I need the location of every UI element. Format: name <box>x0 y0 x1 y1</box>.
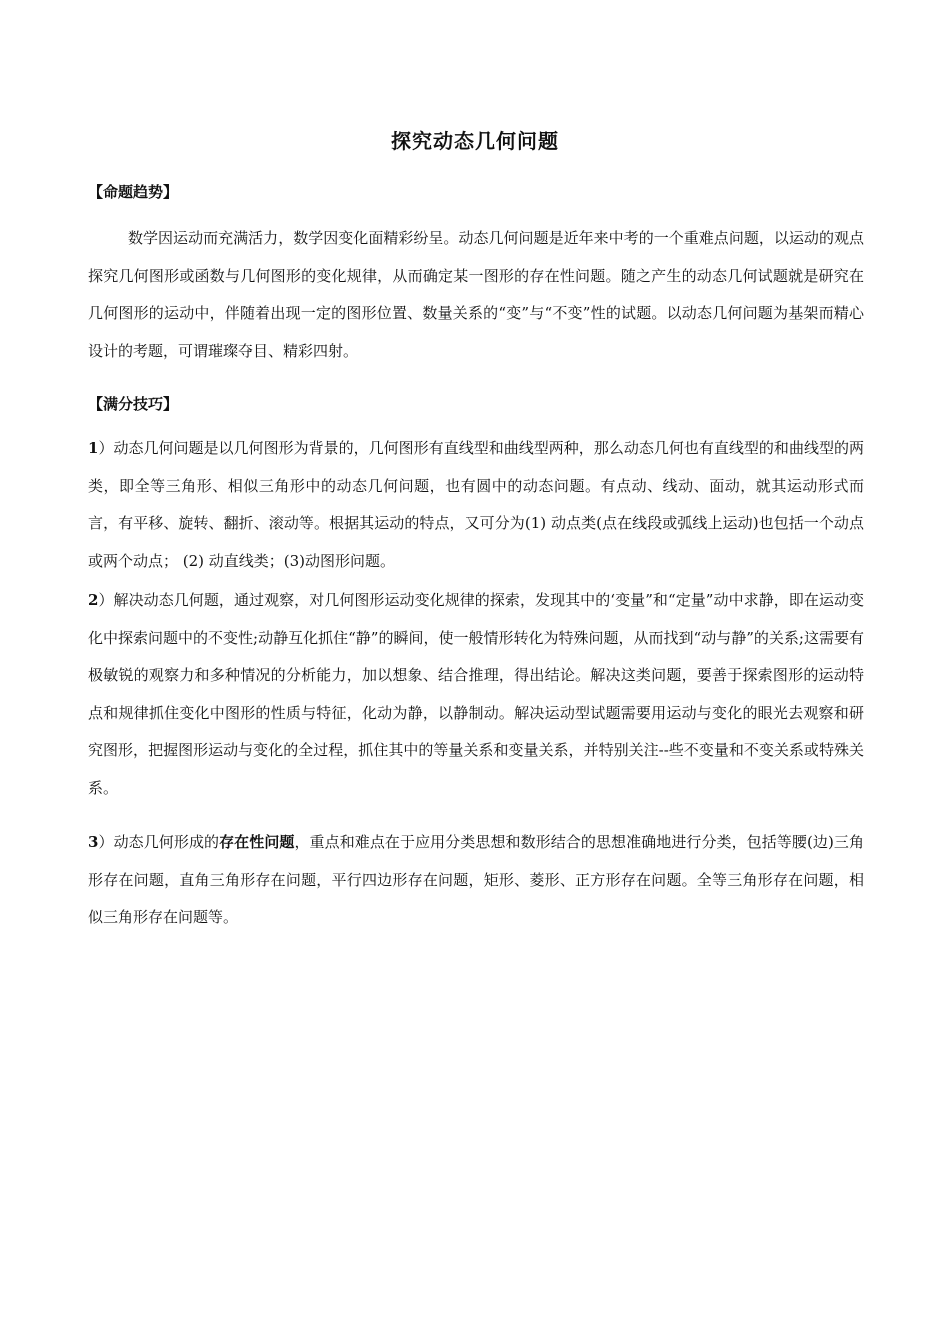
tip-item-3 <box>88 824 864 937</box>
tip-text-3: ，重点和难点在于应用分类思想和数形结合的思想准确地进行分类，包括等腰(边)三角形存在问题，直角三角形存在问题，平行四边形存在问题，矩形、菱形、正方形存在问题。全等三角形存在问题，相似三角形存在问题等。 <box>88 833 864 926</box>
trend-paragraph: 数学因运动而充满活力，数学因变化面精彩纷呈。动态几何问题是近年来中考的一个重难点问题，以运动的观点探究几何图形或函数与几何图形的变化规律，从而确定某一图形的存在性问题。随之产生的动态几何试题就是研究在几何图形的运动中，伴随着出现一定的图形位置、数量关系的“变”与“不变”性的试题。以动态几何问题为基架而精心设计的考题，可谓璀璨夺目、精彩四射。 <box>88 229 864 360</box>
tip-prefix-3: ）动态几何形成的 <box>98 833 220 851</box>
tip-number-3: 3 <box>88 833 99 851</box>
tip-number-2: 2 <box>88 591 99 609</box>
tip-item-1 <box>88 430 864 580</box>
section-heading-tips: 【满分技巧】 <box>88 395 179 413</box>
tip-text-1: ）动态几何问题是以几何图形为背景的，几何图形有直线型和曲线型两种，那么动态几何也有直线型的和曲线型的两类，即全等三角形、相似三角形中的动态几何问题，也有圆中的动态问题。有点动、线动、面动，就其运动形式而言，有平移、旋转、翻折、滚动等。根据其运动的特点，又可分为(1) 动点类(点在线段或弧线上运动)也包括一个动点或两个动点； (2) 动直线类；(3)动图形问题。 <box>88 439 864 570</box>
tip-item-2 <box>88 582 864 807</box>
tip-number-1: 1 <box>88 439 99 457</box>
section-heading-trend: 【命题趋势】 <box>88 183 179 201</box>
tip-emphasis-3: 存在性问题 <box>219 833 295 851</box>
tip-text-2: ）解决动态几何题，通过观察，对几何图形运动变化规律的探索，发现其中的‘变量”和“定量”动中求静，即在运动变化中探索问题中的不变性;动静互化抓住“静”的瞬间，使一般情形转化为特殊问题，从而找到“动与静”的关系;这需要有极敏锐的观察力和多种情况的分析能力，加以想象、结合推理，得出结论。解决这类问题，要善于探索图形的运动特点和规律抓住变化中图形的性质与特征，化动为静，以静制动。解决运动型试题需要用运动与变化的眼光去观察和研究图形，把握图形运动与变化的全过程，抓住其中的等量关系和变量关系，并特别关注--些不变量和不变关系或特殊关系。 <box>88 591 864 797</box>
page-title: 探究动态几何问题 <box>391 129 559 153</box>
